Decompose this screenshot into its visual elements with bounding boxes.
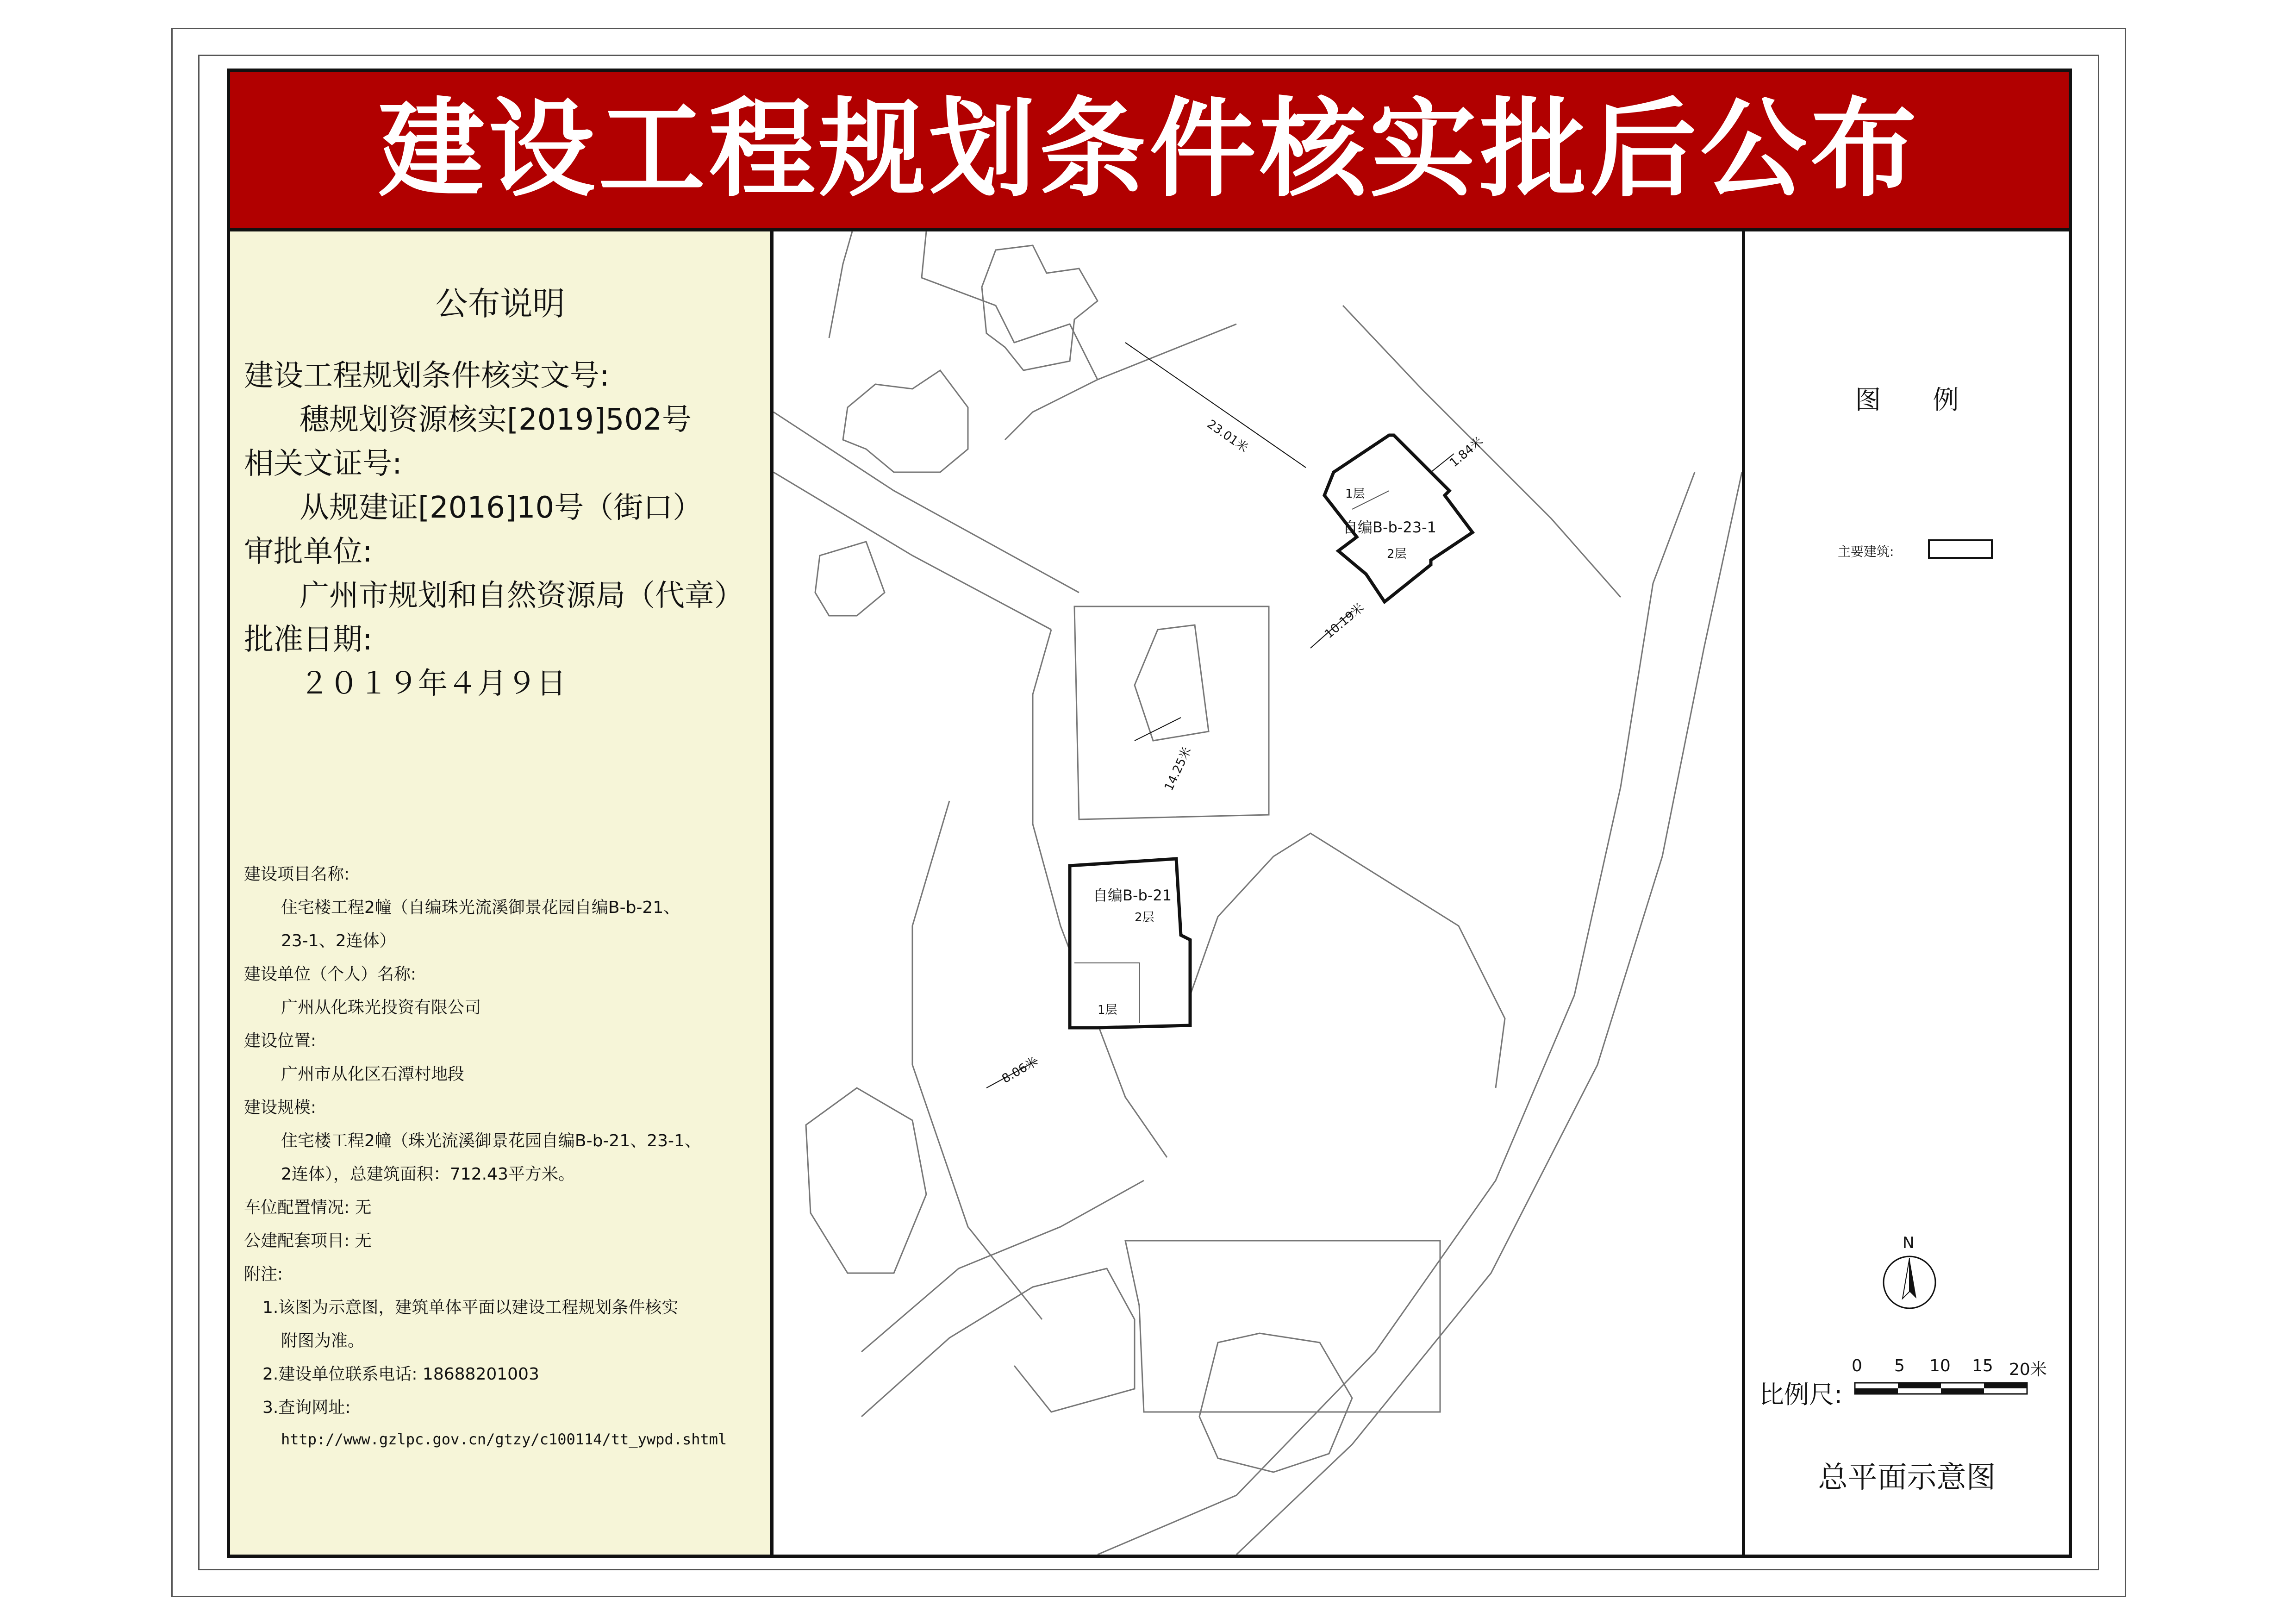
scale-label: 建设规模: — [244, 1098, 317, 1117]
building-a-floor2: 2层 — [1387, 547, 1407, 561]
legend-title: 图 例 — [1855, 385, 1959, 415]
scale-line2: 2连体），总建筑面积：712.43平方米。 — [281, 1165, 575, 1184]
building-a-floor1: 1层 — [1345, 487, 1365, 501]
location-value: 广州市从化区石潭村地段 — [281, 1065, 465, 1084]
scale-tick-0: 0 — [1852, 1356, 1862, 1375]
related-doc-label: 相关文证号: — [244, 447, 402, 481]
neighbour-house — [806, 1088, 926, 1273]
note-2: 2.建设单位联系电话: 18688201003 — [262, 1365, 539, 1384]
neighbour-house — [843, 370, 968, 472]
dim-label-3: 10.19米 — [1322, 600, 1367, 642]
north-label: N — [1903, 1234, 1915, 1252]
dim-label-1: 23.01米 — [1204, 417, 1251, 456]
date-value: ２０１９年４月９日 — [299, 667, 566, 701]
road-edge — [861, 1181, 1144, 1352]
neighbour-house — [1199, 1333, 1352, 1472]
project-name-line1: 住宅楼工程2幢（自编珠光流溪御景花园自编B-b-21、 — [281, 898, 680, 917]
plan-title: 总平面示意图 — [1818, 1461, 1996, 1495]
building-b-floor1: 1层 — [1098, 1003, 1117, 1017]
related-doc-value: 从规建证[2016]10号（街口） — [299, 491, 703, 525]
building-a-label: 自编B-b-23-1 — [1343, 518, 1436, 536]
neighbour-house — [1135, 625, 1209, 741]
neighbour-house — [982, 245, 1098, 370]
notice-panel — [230, 231, 774, 1555]
project-name-label: 建设项目名称: — [244, 865, 350, 884]
date-label: 批准日期: — [244, 623, 373, 657]
project-name-line2: 23-1、2连体） — [281, 931, 396, 950]
note-3: 3.查询网址: — [262, 1398, 351, 1417]
note-1-line1: 1.该图为示意图，建筑单体平面以建设工程规划条件核实 — [262, 1298, 679, 1317]
dim-label-4: 14.25米 — [1162, 745, 1194, 793]
builder-value: 广州从化珠光投资有限公司 — [281, 998, 481, 1017]
building-b-label: 自编B-b-21 — [1093, 887, 1172, 904]
notice-board — [227, 69, 2072, 1558]
main-building-label: 主要建筑: — [1838, 544, 1894, 559]
north-arrow-icon — [1882, 1255, 1937, 1310]
facilities-info: 公建配套项目: 无 — [244, 1231, 372, 1250]
location-label: 建设位置: — [244, 1031, 317, 1050]
site-plan-drawing — [774, 231, 1742, 1555]
dim-label-5: 8.06米 — [999, 1055, 1041, 1087]
scale-tick-10: 10 — [1929, 1356, 1951, 1375]
approver-value: 广州市规划和自然资源局（代章） — [299, 579, 744, 613]
query-url: http://www.gzlpc.gov.cn/gtzy/c100114/tt_ywpd.shtml — [281, 1430, 727, 1448]
scale-bar — [1854, 1382, 2030, 1396]
road-edge — [861, 1268, 1135, 1417]
scale-tick-5: 5 — [1894, 1356, 1905, 1375]
verify-doc-label: 建设工程规划条件核实文号: — [244, 359, 610, 393]
builder-label: 建设单位（个人）名称: — [244, 965, 417, 984]
road-edge — [774, 412, 1079, 593]
verify-doc-value: 穗规划资源核实[2019]502号 — [299, 403, 692, 437]
main-building-swatch — [1928, 539, 1993, 559]
scale-line1: 住宅楼工程2幢（珠光流溪御景花园自编B-b-21、23-1、 — [281, 1131, 701, 1150]
main-building-b — [1070, 859, 1190, 1028]
scale-bar-label: 比例尺: — [1759, 1380, 1843, 1409]
road-edge — [1190, 833, 1505, 1088]
legend-panel — [1742, 231, 2069, 1555]
approver-label: 审批单位: — [244, 535, 373, 569]
scale-tick-20: 20米 — [2009, 1360, 2047, 1379]
site-plan-map — [774, 231, 1742, 1555]
road-edge — [774, 472, 1051, 630]
road-edge — [829, 231, 852, 338]
parking-info: 车位配置情况: 无 — [244, 1198, 372, 1217]
notice-heading: 公布说明 — [435, 285, 565, 323]
road-edge — [922, 231, 1098, 440]
notes-label: 附注: — [244, 1265, 283, 1284]
road-edge — [1236, 472, 1742, 1555]
scale-tick-15: 15 — [1972, 1356, 1993, 1375]
note-1-line2: 附图为准。 — [281, 1331, 365, 1350]
dimension-line — [1125, 343, 1306, 468]
header-title: 建设工程规划条件核实批后公布 — [378, 88, 1921, 212]
dim-label-2: 1.84米 — [1447, 434, 1486, 470]
building-b-floor2: 2层 — [1135, 911, 1154, 924]
neighbour-house — [815, 542, 885, 616]
header-banner — [230, 72, 2069, 231]
